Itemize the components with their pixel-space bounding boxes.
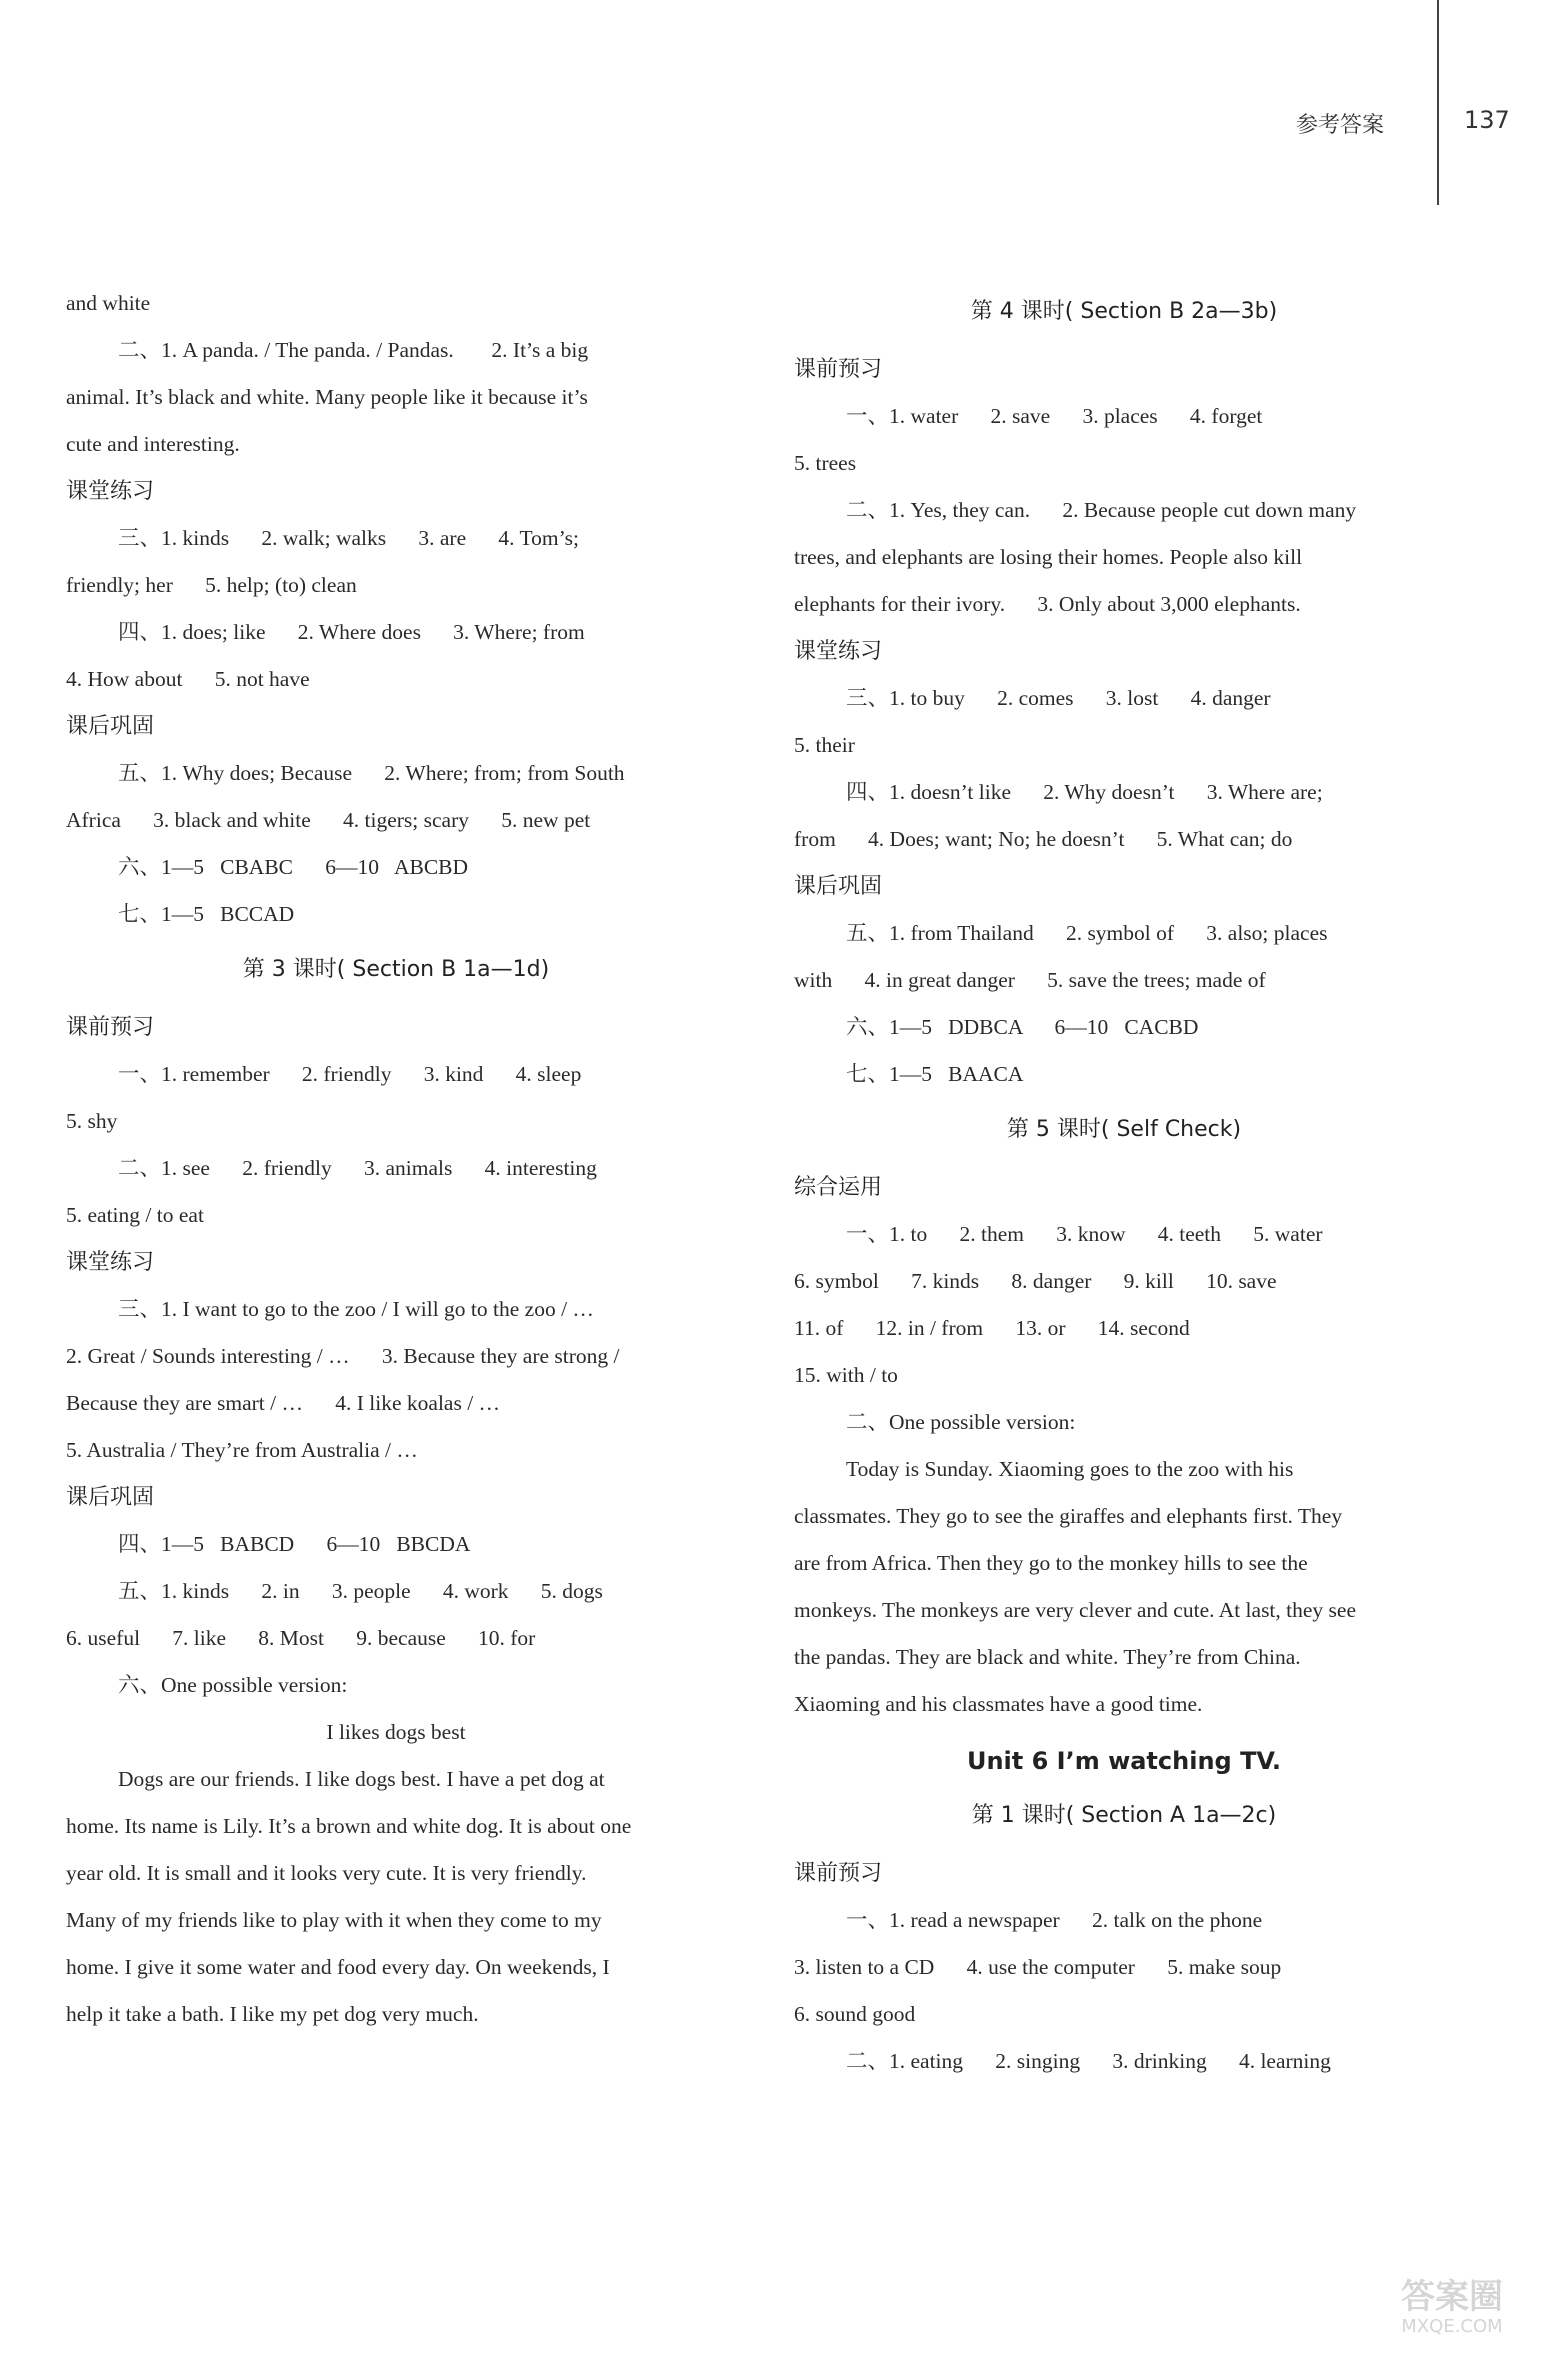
answer-line: Because they are smart / … 4. I like koalas / …	[66, 1391, 501, 1415]
answer-line: from 4. Does; want; No; he doesn’t 5. What can; do	[794, 827, 1293, 851]
page-number: 137	[1464, 106, 1510, 134]
section-heading: 课前预习	[794, 357, 883, 382]
answer-line: animal. It’s black and white. Many people like it because it’s	[66, 385, 588, 409]
essay-title: I likes dogs best	[326, 1720, 466, 1744]
answer-line: friendly; her 5. help; (to) clean	[66, 573, 357, 597]
answer-line: with 4. in great danger 5. save the trees; made of	[794, 968, 1266, 992]
answer-line: 5. eating / to eat	[66, 1203, 204, 1227]
answer-line: 6. useful 7. like 8. Most 9. because 10. for	[66, 1626, 536, 1650]
answer-line: Dogs are our friends. I like dogs best. I have a pet dog at	[118, 1767, 605, 1791]
answer-line: 四、1. does; like 2. Where does 3. Where; from	[118, 620, 585, 644]
answer-line: 一、1. to 2. them 3. know 4. teeth 5. water	[846, 1222, 1323, 1246]
answer-line: 6. symbol 7. kinds 8. danger 9. kill 10. save	[794, 1269, 1277, 1293]
right-answer-column	[794, 280, 1454, 2085]
answer-line: 11. of 12. in / from 13. or 14. second	[794, 1316, 1190, 1340]
answer-line: 七、1—5 BAACA	[846, 1062, 1024, 1086]
watermark-text: 答案圈	[1401, 2277, 1503, 2317]
answer-line: home. I give it some water and food every day. On weekends, I	[66, 1955, 610, 1979]
answer-line: 二、1. see 2. friendly 3. animals 4. interesting	[118, 1156, 597, 1180]
answer-line: trees, and elephants are losing their homes. People also kill	[794, 545, 1303, 569]
answer-line: 七、1—5 BCCAD	[118, 902, 295, 926]
answer-line: Xiaoming and his classmates have a good time.	[794, 1692, 1203, 1716]
lesson-heading: 第 3 课时( Section B 1a—1d)	[242, 957, 550, 982]
answer-line: the pandas. They are black and white. They’re from China.	[794, 1645, 1301, 1669]
answer-line: classmates. They go to see the giraffes and elephants first. They	[794, 1504, 1343, 1528]
answer-line: 一、1. read a newspaper 2. talk on the phone	[846, 1908, 1263, 1932]
answer-line: 四、1. doesn’t like 2. Why doesn’t 3. Where are;	[846, 780, 1323, 804]
answer-line: 五、1. from Thailand 2. symbol of 3. also; places	[846, 921, 1328, 945]
answer-line: monkeys. The monkeys are very clever and cute. At last, they see	[794, 1598, 1357, 1622]
answer-line: 五、1. Why does; Because 2. Where; from; from South	[118, 761, 625, 785]
answer-line: 5. their	[794, 733, 855, 757]
answer-line: Many of my friends like to play with it when they come to my	[66, 1908, 602, 1932]
unit-heading: Unit 6 I’m watching TV.	[966, 1747, 1282, 1775]
answer-line: 6. sound good	[794, 2002, 916, 2026]
answer-line: 二、1. eating 2. singing 3. drinking 4. learning	[846, 2049, 1331, 2073]
answer-line: 三、1. I want to go to the zoo / I will go to the zoo / …	[118, 1297, 594, 1321]
answer-line: 六、1—5 DDBCA 6—10 CACBD	[846, 1015, 1199, 1039]
answer-line: 5. shy	[66, 1109, 118, 1133]
section-heading: 课后巩固	[66, 1485, 155, 1510]
section-heading: 课堂练习	[66, 479, 155, 504]
answer-line: 六、One possible version:	[118, 1673, 348, 1697]
section-heading: 课后巩固	[794, 874, 883, 899]
answer-line: 4. How about 5. not have	[66, 667, 310, 691]
watermark-logo	[1362, 2268, 1542, 2338]
lesson-heading: 第 5 课时( Self Check)	[1006, 1117, 1242, 1142]
header-rule	[1437, 0, 1439, 205]
answer-line: 2. Great / Sounds interesting / … 3. Because they are strong /	[66, 1344, 620, 1368]
section-heading: 课堂练习	[66, 1250, 155, 1275]
answer-line: help it take a bath. I like my pet dog very much.	[66, 2002, 479, 2026]
answer-line: are from Africa. Then they go to the monkey hills to see the	[794, 1551, 1308, 1575]
answer-line: home. Its name is Lily. It’s a brown and white dog. It is about one	[66, 1814, 632, 1838]
lesson-heading: 第 1 课时( Section A 1a—2c)	[971, 1803, 1277, 1828]
answer-line: 三、1. kinds 2. walk; walks 3. are 4. Tom’s;	[118, 526, 579, 550]
left-answer-column	[66, 280, 726, 2038]
section-heading: 课堂练习	[794, 639, 883, 664]
answer-line: 15. with / to	[794, 1363, 898, 1387]
section-heading: 课后巩固	[66, 714, 155, 739]
page-header-title: 参考答案	[1296, 113, 1385, 138]
answer-line: 五、1. kinds 2. in 3. people 4. work 5. dogs	[118, 1579, 603, 1603]
answer-line: 一、1. water 2. save 3. places 4. forget	[846, 404, 1263, 428]
answer-line: 5. trees	[794, 451, 857, 475]
answer-line: 5. Australia / They’re from Australia / …	[66, 1438, 418, 1462]
answer-line: 二、1. A panda. / The panda. / Pandas. 2. It’s a big	[118, 338, 589, 362]
answer-line: Today is Sunday. Xiaoming goes to the zoo with his	[846, 1457, 1294, 1481]
lesson-heading: 第 4 课时( Section B 2a—3b)	[970, 299, 1278, 324]
answer-line: year old. It is small and it looks very cute. It is very friendly.	[66, 1861, 587, 1885]
answer-line: 四、1—5 BABCD 6—10 BBCDA	[118, 1532, 471, 1556]
section-heading: 课前预习	[66, 1015, 155, 1040]
watermark-url: MXQE.COM	[1401, 2316, 1503, 2337]
answer-line: 六、1—5 CBABC 6—10 ABCBD	[118, 855, 469, 879]
answer-line: 一、1. remember 2. friendly 3. kind 4. sleep	[118, 1062, 582, 1086]
answer-line: 三、1. to buy 2. comes 3. lost 4. danger	[846, 686, 1271, 710]
answer-line: Africa 3. black and white 4. tigers; scary 5. new pet	[66, 808, 591, 832]
answer-line: elephants for their ivory. 3. Only about 3,000 elephants.	[794, 592, 1301, 616]
answer-line: cute and interesting.	[66, 432, 240, 456]
answer-line: 二、1. Yes, they can. 2. Because people cut down many	[846, 498, 1357, 522]
answer-line: 3. listen to a CD 4. use the computer 5. make soup	[794, 1955, 1282, 1979]
answer-line: 二、One possible version:	[846, 1410, 1076, 1434]
section-heading: 课前预习	[794, 1861, 883, 1886]
section-heading: 综合运用	[794, 1175, 883, 1200]
answer-line: and white	[66, 291, 151, 315]
